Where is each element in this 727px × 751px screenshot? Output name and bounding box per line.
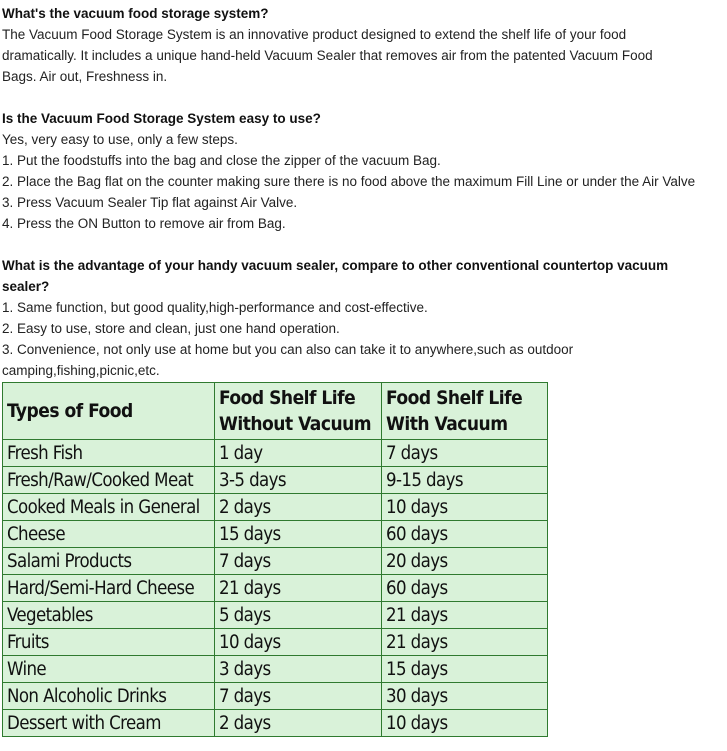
faq-answer-line: 3. Convenience, not only use at home but you can also can take it to anywhere,such as outdoor — [2, 342, 574, 357]
faq-answer-line: Bags. Air out, Freshness in. — [2, 69, 168, 84]
header-with-vacuum — [382, 383, 548, 440]
food-type-cell: Cheese — [3, 521, 215, 548]
without-vacuum-cell: 5 days — [215, 602, 382, 629]
food-type-cell: Dessert with Cream — [3, 710, 215, 737]
with-vacuum-cell: 60 days — [382, 521, 548, 548]
header-text: Types of Food — [7, 400, 133, 422]
food-type-cell: Cooked Meals in General — [3, 494, 215, 521]
spacer — [2, 234, 725, 255]
faq-question-1: What's the vacuum food storage system? — [2, 6, 269, 21]
food-type-cell: Fresh/Raw/Cooked Meat — [3, 467, 215, 494]
without-vacuum-cell: 1 day — [215, 440, 382, 467]
faq-question-3: What is the advantage of your handy vacuum sealer, compare to other conventional countertop vacuum — [2, 258, 669, 273]
faq-question-3-cont: sealer? — [2, 279, 50, 294]
without-vacuum-cell: 3 days — [215, 656, 382, 683]
table-row — [3, 710, 548, 737]
with-vacuum-cell: 20 days — [382, 548, 548, 575]
table-row — [3, 440, 548, 467]
table-row — [3, 575, 548, 602]
faq-answer-line: 3. Press Vacuum Sealer Tip flat against Air Valve. — [2, 195, 298, 210]
with-vacuum-cell: 10 days — [382, 494, 548, 521]
food-type-cell: Salami Products — [3, 548, 215, 575]
table-row — [3, 467, 548, 494]
food-type-cell: Non Alcoholic Drinks — [3, 683, 215, 710]
header-text: Without Vacuum — [219, 413, 372, 435]
without-vacuum-cell: 10 days — [215, 629, 382, 656]
with-vacuum-cell: 60 days — [382, 575, 548, 602]
header-text: Food Shelf Life — [386, 387, 523, 409]
spacer — [2, 87, 725, 108]
table-row — [3, 521, 548, 548]
header-food-type — [3, 383, 215, 440]
without-vacuum-cell: 15 days — [215, 521, 382, 548]
shelf-life-table — [2, 382, 548, 737]
faq-answer-line: 2. Place the Bag flat on the counter making sure there is no food above the maximum Fill Line or under the Air Valve — [2, 174, 696, 189]
faq-answer-line: The Vacuum Food Storage System is an innovative product designed to extend the shelf life of your food — [2, 27, 627, 42]
faq-answer-line: 4. Press the ON Button to remove air from Bag. — [2, 216, 286, 231]
header-text: Food Shelf Life — [219, 387, 356, 409]
table-row — [3, 683, 548, 710]
faq-answer-line: camping,fishing,picnic,etc. — [2, 363, 160, 378]
faq-question-2: Is the Vacuum Food Storage System easy to use? — [2, 111, 321, 126]
food-type-cell: Fruits — [3, 629, 215, 656]
without-vacuum-cell: 7 days — [215, 548, 382, 575]
food-type-cell: Hard/Semi-Hard Cheese — [3, 575, 215, 602]
with-vacuum-cell: 30 days — [382, 683, 548, 710]
article-body — [2, 3, 725, 381]
table-row — [3, 602, 548, 629]
faq-answer-line: 1. Same function, but good quality,high-performance and cost-effective. — [2, 300, 428, 315]
table-row — [3, 629, 548, 656]
with-vacuum-cell: 15 days — [382, 656, 548, 683]
faq-answer-line: 1. Put the foodstuffs into the bag and close the zipper of the vacuum Bag. — [2, 153, 441, 168]
without-vacuum-cell: 7 days — [215, 683, 382, 710]
food-type-cell: Vegetables — [3, 602, 215, 629]
without-vacuum-cell: 2 days — [215, 710, 382, 737]
with-vacuum-cell: 21 days — [382, 602, 548, 629]
food-type-cell: Wine — [3, 656, 215, 683]
faq-answer-line: Yes, very easy to use, only a few steps. — [2, 132, 238, 147]
table-row — [3, 494, 548, 521]
faq-answer-line: dramatically. It includes a unique hand-held Vacuum Sealer that removes air from the patented Vacuum Food — [2, 48, 653, 63]
header-without-vacuum — [215, 383, 382, 440]
table-row — [3, 656, 548, 683]
without-vacuum-cell: 21 days — [215, 575, 382, 602]
header-text: With Vacuum — [386, 413, 508, 435]
with-vacuum-cell: 7 days — [382, 440, 548, 467]
table-header-row — [3, 383, 548, 440]
with-vacuum-cell: 21 days — [382, 629, 548, 656]
food-type-cell: Fresh Fish — [3, 440, 215, 467]
with-vacuum-cell: 9-15 days — [382, 467, 548, 494]
without-vacuum-cell: 3-5 days — [215, 467, 382, 494]
faq-answer-line: 2. Easy to use, store and clean, just one hand operation. — [2, 321, 340, 336]
without-vacuum-cell: 2 days — [215, 494, 382, 521]
table-row — [3, 548, 548, 575]
with-vacuum-cell: 10 days — [382, 710, 548, 737]
